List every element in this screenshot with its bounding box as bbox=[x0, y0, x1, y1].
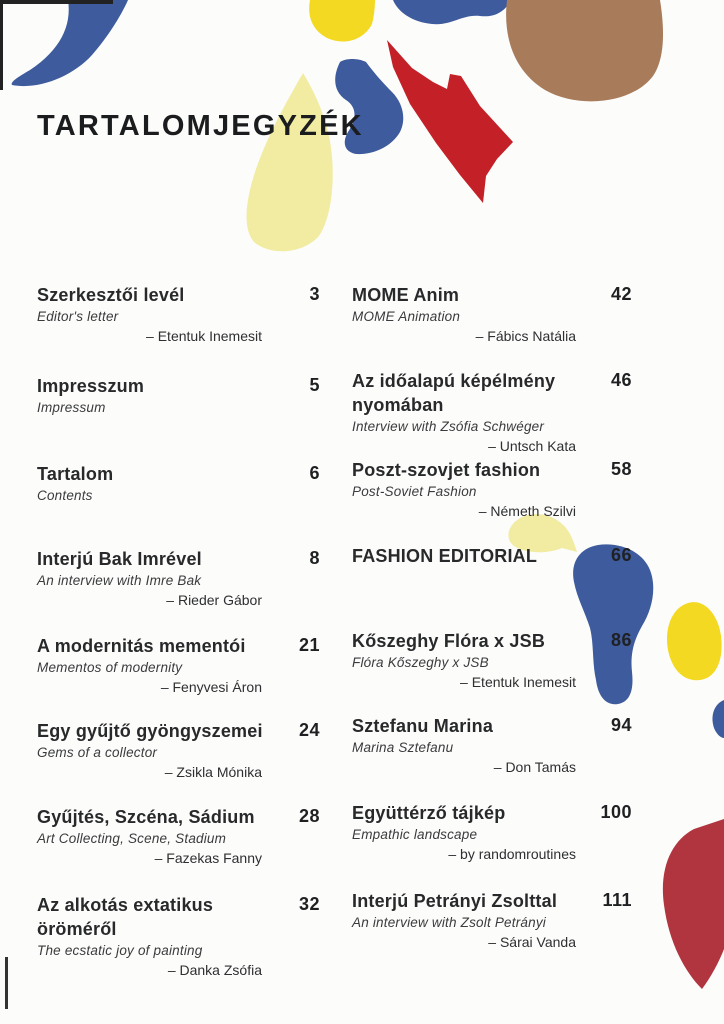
entry-title: A modernitás mementói bbox=[37, 636, 246, 656]
toc-entry bbox=[352, 458, 632, 520]
entry-title: Együttérző tájkép bbox=[352, 803, 506, 823]
entry-title: Poszt-szovjet fashion bbox=[352, 460, 541, 480]
entry-page-number: 58 bbox=[610, 459, 632, 479]
entry-title: Kőszeghy Flóra x JSB bbox=[352, 631, 546, 651]
entry-author: – Danka Zsófia bbox=[167, 962, 262, 978]
toc-entry bbox=[37, 719, 320, 781]
scan-edge-top bbox=[0, 0, 113, 4]
entry-page-number: 100 bbox=[600, 802, 632, 822]
entry-subtitle: Flóra Kőszeghy x JSB bbox=[352, 655, 489, 670]
entry-title: Interjú Bak Imrével bbox=[37, 549, 202, 569]
toc-entry bbox=[352, 889, 632, 951]
entry-page-number: 111 bbox=[602, 890, 632, 910]
entry-subtitle: An interview with Zsolt Petrányi bbox=[352, 915, 546, 930]
entry-author: – Fenyvesi Áron bbox=[160, 679, 262, 695]
toc-entry bbox=[352, 801, 632, 863]
toc-entry bbox=[37, 283, 320, 345]
toc-entry bbox=[37, 634, 320, 696]
entry-title: Interjú Petrányi Zsolttal bbox=[352, 891, 558, 911]
entry-title: Az alkotás extatikus öröméről bbox=[37, 895, 214, 939]
entry-page-number: 5 bbox=[309, 375, 320, 395]
entry-title: MOME Anim bbox=[352, 285, 460, 305]
entry-page-number: 6 bbox=[309, 463, 320, 483]
entry-author: – Untsch Kata bbox=[488, 438, 576, 454]
entry-page-number: 42 bbox=[610, 284, 632, 304]
toc-entry bbox=[37, 805, 320, 867]
toc-entry bbox=[352, 629, 632, 691]
entry-author: – Don Tamás bbox=[493, 759, 576, 775]
entry-page-number: 21 bbox=[298, 635, 320, 655]
toc-entry bbox=[352, 544, 632, 568]
entry-page-number: 32 bbox=[298, 894, 320, 914]
entry-title: Egy gyűjtő gyöngyszemei bbox=[37, 721, 263, 741]
entry-subtitle: The ecstatic joy of painting bbox=[37, 943, 203, 958]
entry-subtitle: Impressum bbox=[37, 400, 106, 415]
entry-title: Gyűjtés, Szcéna, Sádium bbox=[37, 807, 255, 827]
entry-page-number: 8 bbox=[309, 548, 320, 568]
toc-entry bbox=[37, 547, 320, 609]
entry-title: FASHION EDITORIAL bbox=[352, 546, 538, 566]
toc-entry bbox=[37, 893, 320, 979]
entry-title: Sztefanu Marina bbox=[352, 716, 494, 736]
entry-subtitle: Contents bbox=[37, 488, 93, 503]
entry-author: – Zsikla Mónika bbox=[164, 764, 262, 780]
entry-subtitle: Editor's letter bbox=[37, 309, 119, 324]
entry-subtitle: Empathic landscape bbox=[352, 827, 478, 842]
entry-title: Az időalapú képélmény nyomában bbox=[352, 371, 556, 415]
entry-title: Impresszum bbox=[37, 376, 145, 396]
entry-author: – Fazekas Fanny bbox=[154, 850, 262, 866]
entry-page-number: 66 bbox=[610, 545, 632, 565]
entry-page-number: 46 bbox=[610, 370, 632, 390]
entry-page-number: 86 bbox=[610, 630, 632, 650]
scan-edge-left-top bbox=[0, 0, 3, 90]
entry-subtitle: Mementos of modernity bbox=[37, 660, 183, 675]
entry-author: – Etentuk Inemesit bbox=[146, 328, 262, 344]
entry-title: Szerkesztői levél bbox=[37, 285, 185, 305]
toc-right-column bbox=[352, 0, 632, 1024]
entry-author: – Etentuk Inemesit bbox=[460, 674, 576, 690]
scan-edge-left-bottom bbox=[5, 957, 8, 1009]
entry-page-number: 28 bbox=[298, 806, 320, 826]
entry-subtitle: Post-Soviet Fashion bbox=[352, 484, 477, 499]
toc-entry bbox=[352, 369, 632, 455]
entry-page-number: 94 bbox=[610, 715, 632, 735]
entry-title: Tartalom bbox=[37, 464, 114, 484]
entry-subtitle: Gems of a collector bbox=[37, 745, 158, 760]
entry-author: – by randomroutines bbox=[448, 846, 576, 862]
entry-subtitle: Art Collecting, Scene, Stadium bbox=[37, 831, 227, 846]
entry-subtitle: Marina Sztefanu bbox=[352, 740, 454, 755]
entry-author: – Rieder Gábor bbox=[166, 592, 262, 608]
toc-entry bbox=[37, 374, 320, 416]
page-title: TARTALOMJEGYZÉK bbox=[37, 110, 364, 142]
entry-author: – Fábics Natália bbox=[475, 328, 576, 344]
entry-author: – Sárai Vanda bbox=[488, 934, 576, 950]
entry-subtitle: MOME Animation bbox=[352, 309, 461, 324]
entry-page-number: 24 bbox=[298, 720, 320, 740]
toc-entry bbox=[352, 714, 632, 776]
entry-subtitle: Interview with Zsófia Schwéger bbox=[352, 419, 545, 434]
toc-entry bbox=[352, 283, 632, 345]
entry-page-number: 3 bbox=[309, 284, 320, 304]
entry-subtitle: An interview with Imre Bak bbox=[37, 573, 202, 588]
entry-author: – Németh Szilvi bbox=[478, 503, 576, 519]
toc-left-column bbox=[37, 0, 320, 1024]
toc-entry bbox=[37, 462, 320, 504]
